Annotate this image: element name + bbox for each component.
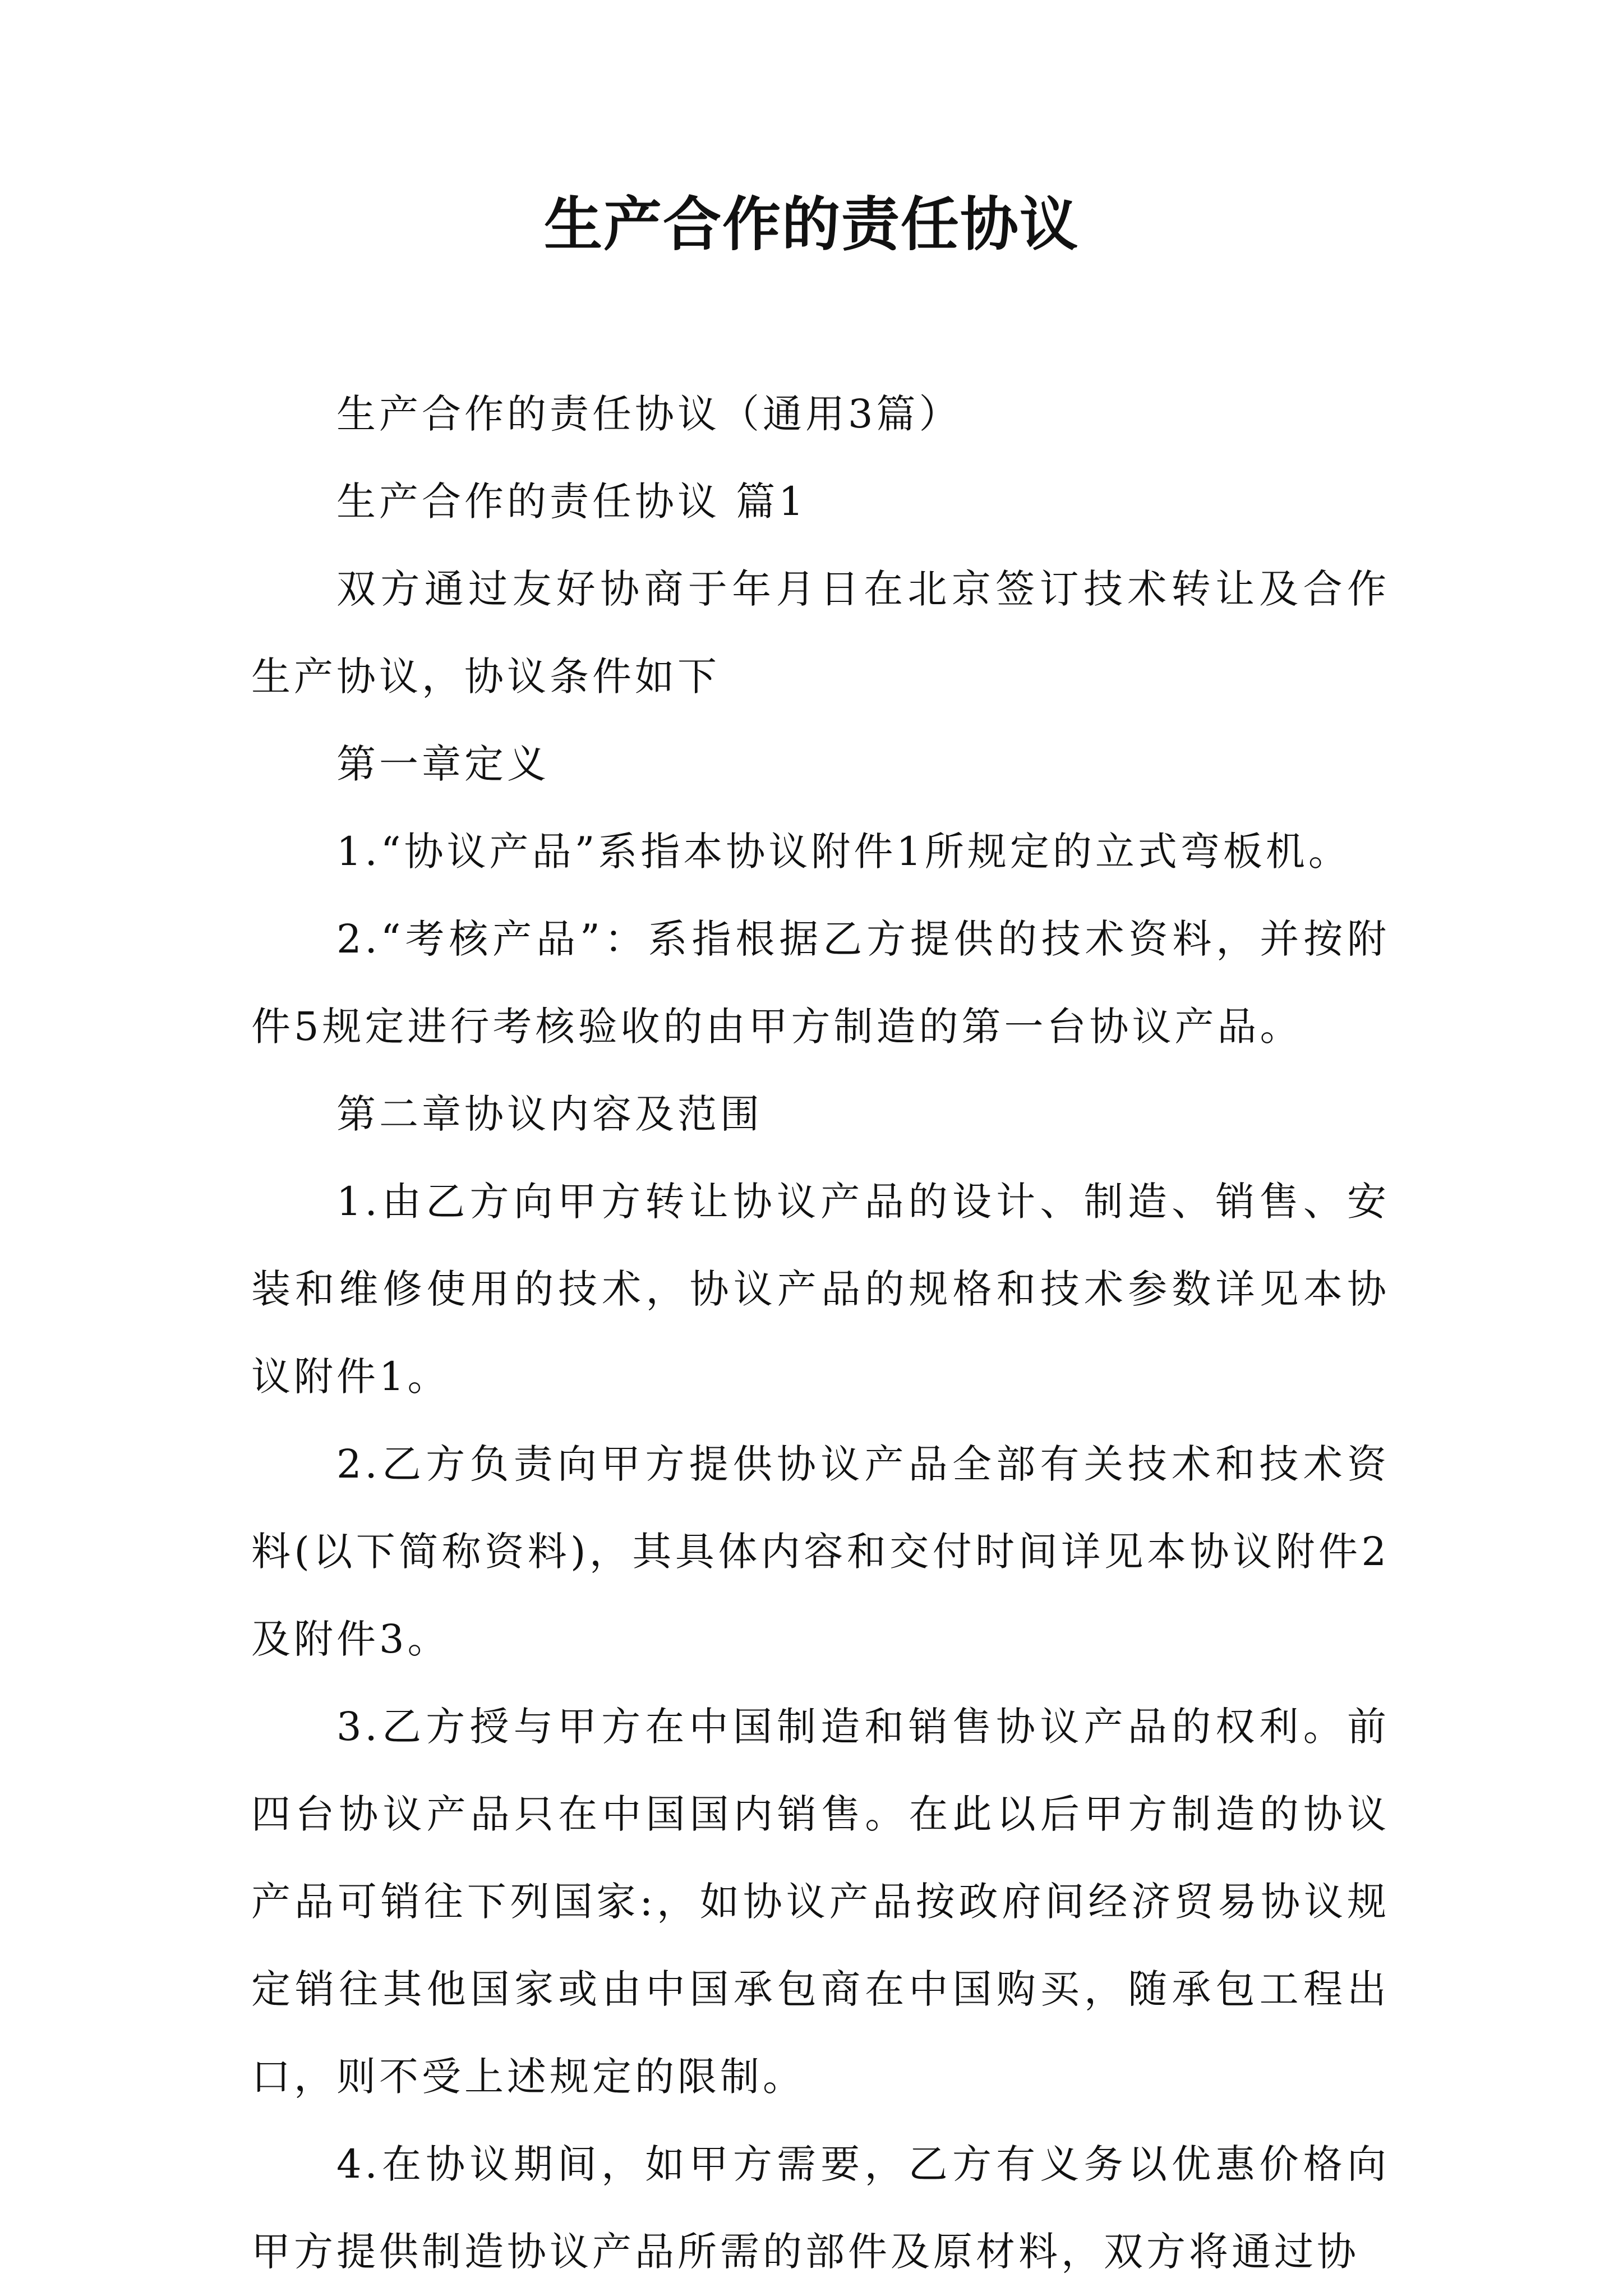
paragraph-section-heading: 生产合作的责任协议 篇1 (336, 478, 807, 524)
paragraph-clause-1-1: 1.“协议产品”系指本协议附件1所规定的立式弯板机。 (336, 829, 1351, 875)
paragraph-clause-1-2: 2.“考核产品”：系指根据乙方提供的技术资料，并按附件5规定进行考核验收的由甲方制造的第一台协议产品。 (251, 916, 1390, 1050)
paragraph-clause-2-2: 2.乙方负责向甲方提供协议产品全部有关技术和技术资料(以下简称资料)，其具体内容和交付时间详见本协议附件2及附件3。 (251, 1441, 1390, 1662)
paragraph-intro: 双方通过友好协商于年月日在北京签订技术转让及合作生产协议，协议条件如下 (251, 566, 1390, 700)
paragraph-clause-2-1: 1.由乙方向甲方转让协议产品的设计、制造、销售、安装和维修使用的技术，协议产品的规格和技术参数详见本协议附件1。 (251, 1179, 1390, 1400)
paragraph-clause-2-3: 3.乙方授与甲方在中国制造和销售协议产品的权利。前四台协议产品只在中国国内销售。在此以后甲方制造的协议产品可销往下列国家:，如协议产品按政府间经济贸易协议规定销往其他国家或由中国承包商在中国购买，随承包工程出口，则不受上述规定的限制。 (251, 1704, 1390, 2100)
document-body (251, 370, 1390, 2295)
paragraph-chapter-2-heading: 第二章协议内容及范围 (336, 1091, 763, 1137)
paragraph-subtitle: 生产合作的责任协议（通用3篇） (336, 391, 962, 437)
document-title: 生产合作的责任协议 (543, 190, 1079, 259)
paragraph-chapter-1-heading: 第一章定义 (336, 741, 550, 787)
paragraph-clause-2-4: 4.在协议期间，如甲方需要，乙方有义务以优惠价格向甲方提供制造协议产品所需的部件及原材料，双方将通过协 (251, 2141, 1390, 2275)
